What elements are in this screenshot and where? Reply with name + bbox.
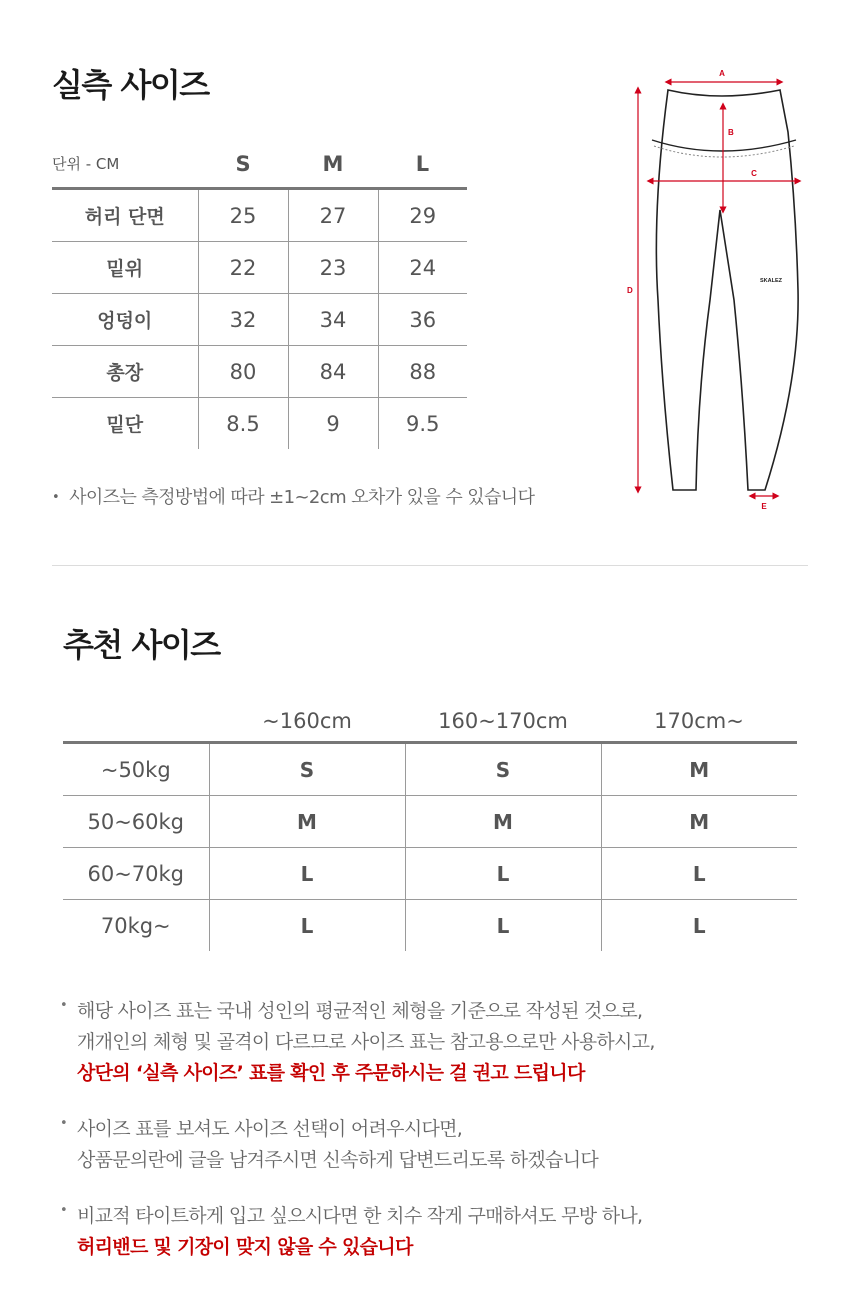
table-row (63, 900, 797, 952)
row-label: 허리 단면 (52, 189, 198, 242)
height-header: ~160cm (209, 700, 405, 743)
table-row (52, 189, 467, 242)
table-row (52, 346, 467, 398)
label-c: C (751, 169, 757, 178)
row-label: 엉덩이 (52, 294, 198, 346)
size-header-m: M (288, 140, 378, 189)
size-cell: S (209, 743, 405, 796)
weight-label: ~50kg (63, 743, 209, 796)
recommended-size-table (63, 700, 797, 951)
bullet-dot: • (60, 1116, 68, 1131)
table-cell: 8.5 (198, 398, 288, 450)
table-cell: 34 (288, 294, 378, 346)
table-cell: 80 (198, 346, 288, 398)
table-header-row (63, 700, 797, 743)
size-cell: L (209, 900, 405, 952)
note-line: 상품문의란에 글을 남겨주시면 신속하게 답변드리도록 하겠습니다 (77, 1149, 599, 1171)
row-label: 밑위 (52, 242, 198, 294)
size-cell: M (601, 796, 797, 848)
table-row (52, 294, 467, 346)
bullet-dot: • (60, 998, 68, 1013)
note-line: 개개인의 체형 및 골격이 다르므로 사이즈 표는 참고용으로만 사용하시고, (77, 1031, 655, 1053)
measurement-note (52, 483, 534, 509)
label-a: A (719, 69, 725, 78)
corner-cell (63, 700, 209, 743)
size-header-l: L (378, 140, 467, 189)
waistband-line (652, 140, 796, 151)
note-item (60, 1201, 840, 1263)
size-cell: M (601, 743, 797, 796)
table-row (52, 242, 467, 294)
table-cell: 88 (378, 346, 467, 398)
table-cell: 23 (288, 242, 378, 294)
row-label: 밑단 (106, 414, 144, 436)
table-cell: 27 (288, 189, 378, 242)
note-item (60, 1114, 840, 1176)
table-cell: 36 (378, 294, 467, 346)
size-cell: L (405, 900, 601, 952)
height-header: 160~170cm (405, 700, 601, 743)
measurement-note-text: 사이즈는 측정방법에 따라 ±1~2cm 오차가 있을 수 있습니다 (69, 487, 535, 508)
size-cell: L (209, 848, 405, 900)
weight-label: 70kg~ (100, 913, 171, 938)
table-cell: 84 (288, 346, 378, 398)
label-b: B (728, 128, 734, 137)
note-line: 사이즈 표를 보셔도 사이즈 선택이 어려우시다면, (77, 1118, 463, 1140)
table-cell: 32 (198, 294, 288, 346)
measured-size-title: 실측 사이즈 (52, 66, 209, 104)
height-header: 170cm~ (601, 700, 797, 743)
label-d: D (627, 286, 633, 295)
measured-size-table (52, 140, 467, 449)
table-row (63, 743, 797, 796)
label-e: E (761, 502, 767, 511)
leggings-diagram (610, 60, 820, 520)
size-cell: L (405, 848, 601, 900)
weight-label: 50~60kg (63, 796, 209, 848)
brand-logo: SKALEZ (760, 278, 782, 284)
table-row (63, 796, 797, 848)
table-cell: 22 (198, 242, 288, 294)
section-divider (52, 565, 808, 566)
bullet-dot: • (60, 1203, 68, 1218)
row-label: 총장 (52, 346, 198, 398)
note-line: 해당 사이즈 표는 국내 성인의 평균적인 체형을 기준으로 작성된 것으로, (77, 1000, 643, 1022)
table-cell: 29 (378, 189, 467, 242)
unit-label: 단위 - CM (52, 140, 198, 189)
note-line-highlight: 상단의 ‘실측 사이즈’ 표를 확인 후 주문하시는 걸 권고 드립니다 (77, 1062, 585, 1084)
table-cell: 9 (288, 398, 378, 450)
table-row (63, 848, 797, 900)
table-row (52, 398, 467, 450)
bullet-dot: • (52, 490, 60, 505)
weight-label: 60~70kg (63, 848, 209, 900)
note-line-highlight: 허리밴드 및 기장이 맞지 않을 수 있습니다 (77, 1236, 413, 1258)
table-cell: 25 (198, 189, 288, 242)
size-notes (60, 996, 840, 1288)
table-cell: 24 (378, 242, 467, 294)
table-header-row (52, 140, 467, 189)
recommended-size-title: 추천 사이즈 (63, 626, 220, 664)
table-cell: 9.5 (378, 398, 467, 450)
size-cell: M (405, 796, 601, 848)
note-item (60, 996, 840, 1089)
size-cell: S (405, 743, 601, 796)
note-line: 비교적 타이트하게 입고 싶으시다면 한 치수 작게 구매하셔도 무방 하나, (77, 1205, 643, 1227)
size-cell: L (601, 848, 797, 900)
size-header-s: S (198, 140, 288, 189)
size-cell: M (209, 796, 405, 848)
size-cell: L (601, 900, 797, 952)
leggings-outline (656, 90, 798, 490)
